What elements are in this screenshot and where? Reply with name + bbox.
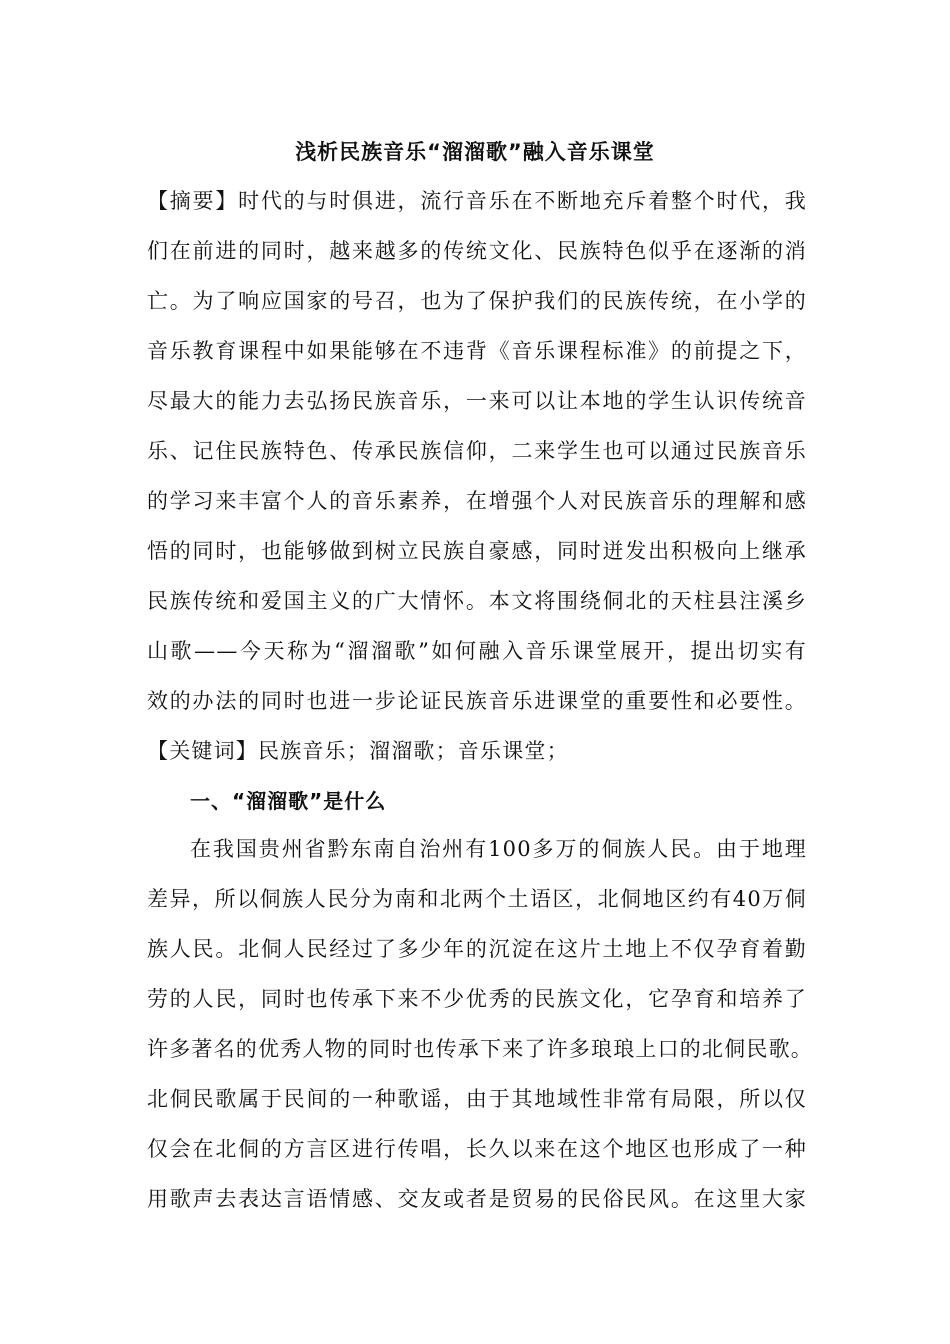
body-paragraph-line: 族人民。北侗人民经过了多少年的沉淀在这片土地上不仅孕育着勤 (147, 937, 807, 961)
abstract-line: 乐、记住民族特色、传承民族信仰，二来学生也可以通过民族音乐 (147, 439, 807, 463)
abstract-line: 效的办法的同时也进一步论证民族音乐进课堂的重要性和必要性。 (147, 689, 807, 713)
body-paragraph-line: 北侗民歌属于民间的一种歌谣，由于其地域性非常有局限，所以仅 (147, 1087, 807, 1111)
abstract-line: 们在前进的同时，越来越多的传统文化、民族特色似乎在逐渐的消 (147, 239, 807, 263)
body-paragraph-line: 劳的人民，同时也传承下来不少优秀的民族文化，它孕育和培养了 (147, 987, 807, 1011)
section-heading: 一、“溜溜歌”是什么 (190, 789, 387, 813)
abstract-line: 【摘要】时代的与时俱进，流行音乐在不断地充斥着整个时代，我 (147, 189, 807, 213)
abstract-line: 悟的同时，也能够做到树立民族自豪感，同时迸发出积极向上继承 (147, 539, 807, 563)
body-paragraph-line: 仅会在北侗的方言区进行传唱，长久以来在这个地区也形成了一种 (147, 1137, 807, 1161)
document-title: 浅析民族音乐“溜溜歌”融入音乐课堂 (295, 140, 655, 164)
keywords-line: 【关键词】民族音乐；溜溜歌；音乐课堂； (147, 739, 569, 763)
abstract-line: 尽最大的能力去弘扬民族音乐，一来可以让本地的学生认识传统音 (147, 389, 807, 413)
abstract-line: 音乐教育课程中如果能够在不违背《音乐课程标准》的前提之下， (147, 339, 807, 363)
abstract-line: 的学习来丰富个人的音乐素养，在增强个人对民族音乐的理解和感 (147, 489, 807, 513)
abstract-line: 亡。为了响应国家的号召，也为了保护我们的民族传统，在小学的 (147, 289, 807, 313)
abstract-line: 民族传统和爱国主义的广大情怀。本文将围绕侗北的天柱县注溪乡 (147, 589, 807, 613)
body-paragraph-line: 用歌声去表达言语情感、交友或者是贸易的民俗民风。在这里大家 (147, 1187, 807, 1211)
body-paragraph-line: 差异，所以侗族人民分为南和北两个土语区，北侗地区约有40万侗 (147, 887, 807, 911)
body-paragraph-line: 许多著名的优秀人物的同时也传承下来了许多琅琅上口的北侗民歌。 (147, 1037, 813, 1061)
abstract-line: 山歌——今天称为“溜溜歌”如何融入音乐课堂展开，提出切实有 (147, 639, 807, 663)
body-paragraph-line: 在我国贵州省黔东南自治州有100多万的侗族人民。由于地理 (190, 837, 807, 861)
